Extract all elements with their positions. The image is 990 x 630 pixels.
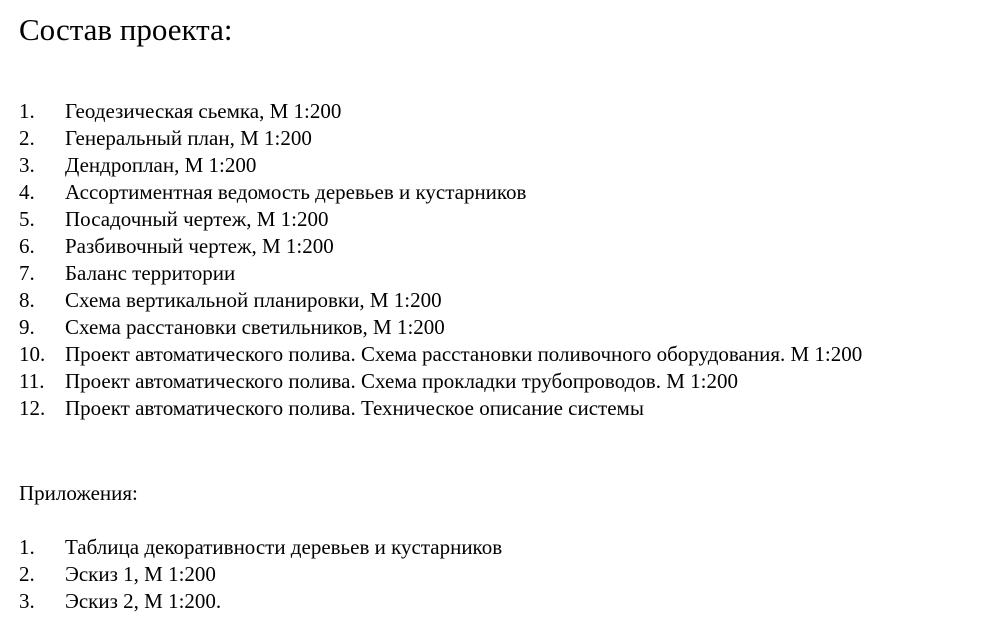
item-text: Дендроплан, М 1:200 [65, 153, 257, 177]
list-item [19, 98, 862, 125]
appendix-list [19, 534, 502, 615]
item-text: Проект автоматического полива. Схема прокладки трубопроводов. М 1:200 [65, 369, 738, 393]
item-text: Проект автоматического полива. Техническое описание системы [65, 396, 644, 420]
item-number: 12. [19, 396, 46, 420]
item-number: 4. [19, 180, 35, 204]
list-item [19, 368, 862, 395]
list-item [19, 260, 862, 287]
item-number: 5. [19, 207, 35, 231]
list-item [19, 341, 862, 368]
item-number: 1. [19, 535, 35, 559]
item-text: Ассортиментная ведомость деревьев и кустарников [65, 180, 527, 204]
item-text: Схема расстановки светильников, М 1:200 [65, 315, 445, 339]
project-contents-list [19, 98, 862, 422]
item-number: 1. [19, 99, 35, 123]
list-item [19, 287, 862, 314]
item-number: 3. [19, 589, 35, 613]
item-text: Посадочный чертеж, М 1:200 [65, 207, 329, 231]
item-number: 7. [19, 261, 35, 285]
list-item [19, 588, 502, 615]
list-item [19, 206, 862, 233]
item-text: Эскиз 2, М 1:200. [65, 589, 222, 613]
list-item [19, 314, 862, 341]
list-item [19, 125, 862, 152]
list-item [19, 395, 862, 422]
page-title: Состав проекта: [19, 12, 233, 47]
appendix-title: Приложения: [19, 481, 138, 505]
item-text: Проект автоматического полива. Схема расстановки поливочного оборудования. М 1:200 [65, 342, 863, 366]
item-text: Эскиз 1, М 1:200 [65, 562, 216, 586]
item-number: 3. [19, 153, 35, 177]
item-text: Схема вертикальной планировки, М 1:200 [65, 288, 442, 312]
list-item [19, 179, 862, 206]
item-text: Баланс территории [65, 261, 236, 285]
item-number: 9. [19, 315, 35, 339]
item-number: 2. [19, 126, 35, 150]
item-number: 2. [19, 562, 35, 586]
item-text: Генеральный план, М 1:200 [65, 126, 312, 150]
list-item [19, 534, 502, 561]
item-number: 6. [19, 234, 35, 258]
list-item [19, 233, 862, 260]
item-number: 11. [19, 369, 45, 393]
item-number: 8. [19, 288, 35, 312]
item-number: 10. [19, 342, 46, 366]
item-text: Геодезическая сьемка, М 1:200 [65, 99, 342, 123]
list-item [19, 152, 862, 179]
item-text: Разбивочный чертеж, М 1:200 [65, 234, 334, 258]
item-text: Таблица декоративности деревьев и кустарников [65, 535, 503, 559]
list-item [19, 561, 502, 588]
